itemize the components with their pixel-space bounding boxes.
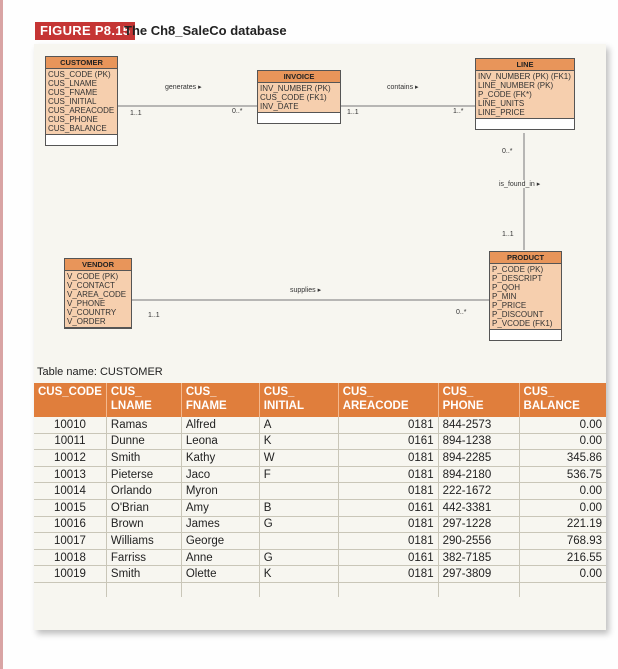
entity-customer (45, 56, 118, 146)
column-header-cus-balance: CUS_ BALANCE (519, 383, 606, 417)
relationship-label-contains: contains ▸ (387, 84, 419, 91)
relationship-label-supplies: supplies ▸ (290, 287, 322, 294)
relationship-label-generates: generates ▸ (165, 84, 202, 91)
table-row: 10012 Smith Kathy W 0181 894-2285 345.86 (34, 450, 606, 467)
cardinality-supplies-to: 0..* (456, 309, 467, 316)
cardinality-is-found-in-to: 1..1 (502, 231, 514, 238)
attribute: P_DESCRIPT (492, 274, 543, 283)
entity-line-attributes (476, 71, 574, 119)
entity-line (475, 58, 575, 130)
column-header-cus-code: CUS_CODE (34, 383, 106, 417)
entity-invoice-attributes (258, 83, 340, 113)
table-body (34, 417, 606, 597)
entity-product-attributes (490, 264, 561, 330)
entity-vendor-attributes (65, 271, 131, 328)
cardinality-contains-from: 1..1 (347, 109, 359, 116)
entity-line-title: LINE (476, 59, 574, 71)
cardinality-contains-to: 1..* (453, 108, 464, 115)
cardinality-generates-from: 1..1 (130, 110, 142, 117)
attribute: INV_NUMBER (PK) (260, 84, 331, 93)
cardinality-is-found-in-from: 0..* (502, 148, 513, 155)
entity-vendor-title: VENDOR (65, 259, 131, 271)
attribute: CUS_FNAME (48, 88, 98, 97)
attribute: CUS_BALANCE (48, 124, 107, 133)
attribute: V_CONTACT (67, 281, 115, 290)
entity-invoice (257, 70, 341, 124)
attribute: CUS_LNAME (48, 79, 97, 88)
table-row: 10017 Williams George 0181 290-2556 768.93 (34, 533, 606, 550)
attribute: INV_DATE (260, 102, 299, 111)
attribute: CUS_CODE (FK1) (260, 93, 327, 102)
cardinality-supplies-from: 1..1 (148, 312, 160, 319)
entity-product-title: PRODUCT (490, 252, 561, 264)
attribute: CUS_PHONE (48, 115, 98, 124)
attribute: LINE_PRICE (478, 108, 525, 117)
attribute: P_CODE (FK*) (478, 90, 532, 99)
attribute: P_MIN (492, 292, 517, 301)
page-edge-bar (0, 0, 3, 669)
table-row: 10019 Smith Olette K 0181 297-3809 0.00 (34, 566, 606, 583)
table-row-empty (34, 582, 606, 597)
table-row: 10015 O'Brian Amy B 0161 442-3381 0.00 (34, 499, 606, 516)
column-header-cus-initial: CUS_ INITIAL (259, 383, 338, 417)
table-name: Table name: CUSTOMER (37, 366, 163, 378)
relationship-label-is-found-in: is_found_in ▸ (499, 181, 541, 188)
attribute: P_VCODE (FK1) (492, 319, 553, 328)
attribute: V_COUNTRY (67, 308, 117, 317)
attribute: LINE_NUMBER (PK) (478, 81, 554, 90)
figure-label: FIGURE P8.15 (35, 22, 135, 40)
table-row: 10014 Orlando Myron 0181 222-1672 0.00 (34, 483, 606, 500)
figure-title: The Ch8_SaleCo database (124, 23, 287, 38)
column-header-cus-phone: CUS_ PHONE (438, 383, 519, 417)
attribute: V_PHONE (67, 299, 106, 308)
attribute: P_CODE (PK) (492, 265, 544, 274)
table-row: 10018 Farriss Anne G 0161 382-7185 216.55 (34, 549, 606, 566)
attribute: V_CODE (PK) (67, 272, 119, 281)
table-header-row (34, 383, 606, 417)
entity-vendor (64, 258, 132, 329)
table-row: 10010 Ramas Alfred A 0181 844-2573 0.00 (34, 417, 606, 433)
attribute: CUS_INITIAL (48, 97, 97, 106)
erd-diagram (34, 44, 606, 360)
attribute: P_QOH (492, 283, 521, 292)
attribute: P_DISCOUNT (492, 310, 544, 319)
table-row: 10013 Pieterse Jaco F 0181 894-2180 536.75 (34, 466, 606, 483)
entity-product (489, 251, 562, 341)
attribute: P_PRICE (492, 301, 527, 310)
attribute: V_AREA_CODE (67, 290, 127, 299)
attribute: LINE_UNITS (478, 99, 525, 108)
entity-invoice-title: INVOICE (258, 71, 340, 83)
table-row: 10016 Brown James G 0181 297-1228 221.19 (34, 516, 606, 533)
column-header-cus-fname: CUS_ FNAME (181, 383, 259, 417)
table-row: 10011 Dunne Leona K 0161 894-1238 0.00 (34, 433, 606, 450)
customer-table (34, 383, 606, 597)
entity-customer-attributes (46, 69, 117, 135)
entity-customer-title: CUSTOMER (46, 57, 117, 69)
cardinality-generates-to: 0..* (232, 108, 243, 115)
attribute: INV_NUMBER (PK) (FK1) (478, 72, 571, 81)
attribute: V_ORDER (67, 317, 106, 326)
attribute: CUS_AREACODE (48, 106, 115, 115)
column-header-cus-areacode: CUS_ AREACODE (338, 383, 438, 417)
column-header-cus-lname: CUS_ LNAME (106, 383, 181, 417)
attribute: CUS_CODE (PK) (48, 70, 111, 79)
